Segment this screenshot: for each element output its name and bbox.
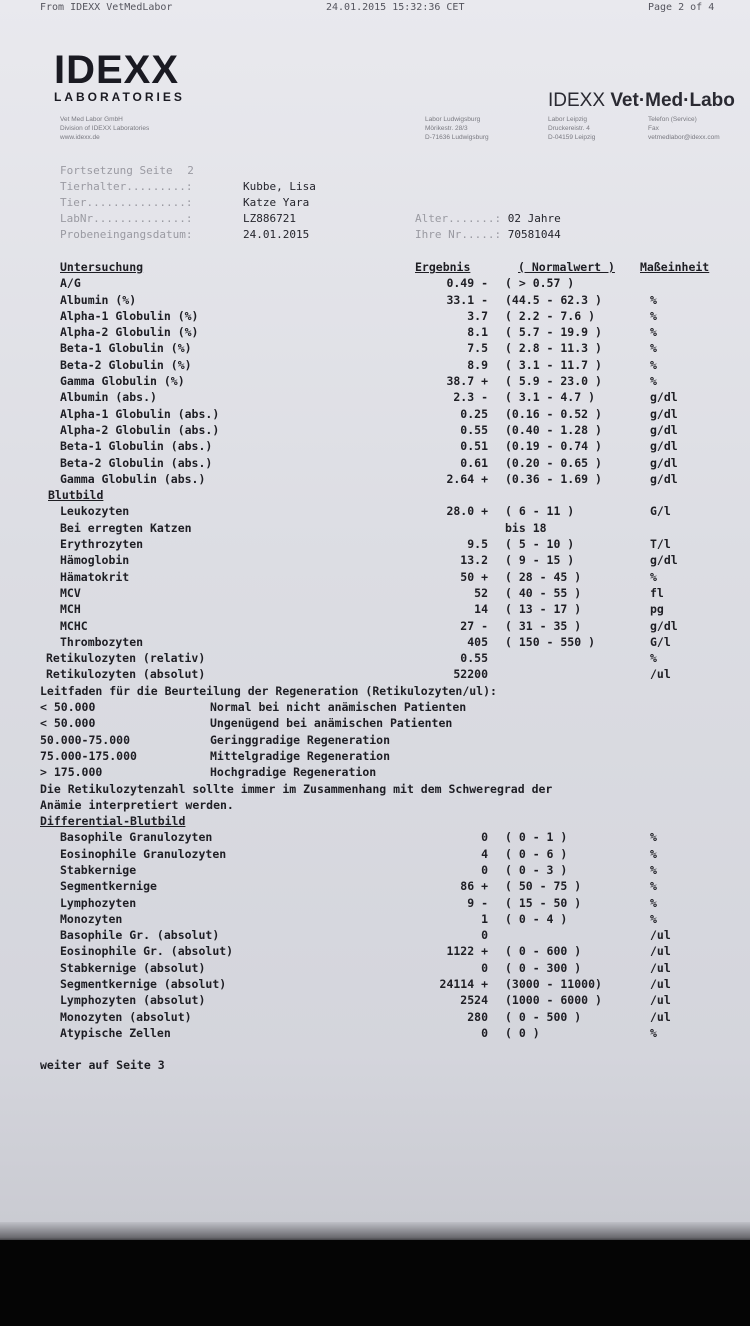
test-result: 0 [481, 960, 488, 975]
test-unit: % [650, 846, 657, 861]
test-name: Beta-2 Globulin (abs.) [60, 455, 213, 470]
guide-item [0, 699, 750, 715]
test-result: 86 + [460, 879, 488, 894]
result-row [0, 536, 750, 552]
guide-text: Hochgradige Regeneration [210, 765, 377, 780]
test-name: Stabkernige [60, 862, 137, 877]
logo-wordmark: IDEXX [54, 48, 180, 92]
test-result: 52200 [453, 667, 488, 682]
test-name: Eosinophile Gr. (absolut) [60, 944, 234, 959]
test-result: 8.1 [467, 325, 488, 340]
test-name: Stabkernige (absolut) [60, 960, 206, 975]
reference-range: (3000 - 11000) [505, 977, 602, 992]
diff-row [0, 960, 750, 976]
guide-item [0, 764, 750, 780]
results-header [0, 259, 750, 275]
test-result: 0.25 [460, 406, 488, 421]
reference-range: ( 3.1 - 4.7 ) [505, 390, 596, 405]
reference-range: ( 3.1 - 11.7 ) [505, 357, 602, 372]
test-name: Segmentkernige (absolut) [60, 977, 227, 992]
test-unit: % [650, 895, 657, 910]
test-name: Basophile Granulozyten [60, 830, 213, 845]
diff-rows [0, 829, 750, 1041]
test-result: 13.2 [460, 553, 488, 568]
test-unit: /ul [650, 667, 671, 682]
diff-row [0, 992, 750, 1008]
test-result: 8.9 [467, 357, 488, 372]
address-column-3: Telefon (Service) Fax vetmedlabor@idexx.com [648, 116, 720, 141]
test-result: 0.61 [460, 455, 488, 470]
brand-name: Vet·Med·Labo [610, 90, 735, 111]
animal-row: Tier...............: Katze Yara [60, 196, 310, 209]
reference-range: ( 50 - 75 ) [505, 879, 582, 894]
test-name: Alpha-1 Globulin (%) [60, 308, 199, 323]
test-result: 2524 [460, 993, 488, 1008]
page-edge [0, 1222, 750, 1240]
test-name: Monozyten [60, 911, 123, 926]
test-name: Lymphozyten (absolut) [60, 993, 206, 1008]
diff-row [0, 862, 750, 878]
reference-range: ( 0 - 4 ) [505, 911, 568, 926]
test-unit: g/dl [650, 406, 678, 421]
reference-range: ( 0 ) [505, 1025, 540, 1040]
result-row [0, 324, 750, 340]
age-row: Alter.......: 02 Jahre [415, 212, 561, 225]
test-name: Retikulozyten (absolut) [46, 667, 206, 682]
test-unit: g/dl [650, 390, 678, 405]
guide-item [0, 715, 750, 731]
result-row [0, 471, 750, 487]
continued-note: weiter auf Seite 3 [40, 1058, 165, 1072]
result-row [0, 552, 750, 568]
header-unit: Maßeinheit [640, 260, 710, 274]
result-row [0, 569, 750, 585]
idexx-logo [54, 48, 185, 104]
test-unit: g/dl [650, 455, 678, 470]
guide-range: < 50.000 [40, 700, 96, 715]
test-result: 9 - [467, 895, 488, 910]
reference-range: ( 9 - 15 ) [505, 553, 575, 568]
guide-text: Ungenügend bei anämischen Patienten [210, 716, 453, 731]
header-ref: ( Normalwert ) [518, 260, 615, 274]
test-unit: % [650, 911, 657, 926]
guide-title: Leitfaden für die Beurteilung der Regeneration (Retikulozyten/ul): [40, 683, 497, 698]
test-name: Lymphozyten [60, 895, 137, 910]
reference-range: ( 31 - 35 ) [505, 618, 582, 633]
test-name: Gamma Globulin (%) [60, 374, 185, 389]
reference-range: ( 2.8 - 11.3 ) [505, 341, 602, 356]
reference-range: (0.40 - 1.28 ) [505, 422, 602, 437]
test-name: Retikulozyten (relativ) [46, 651, 206, 666]
reference-range: ( 28 - 45 ) [505, 569, 582, 584]
guide-range: < 50.000 [40, 716, 96, 731]
test-unit: pg [650, 602, 664, 617]
result-row [0, 357, 750, 373]
test-unit: /ul [650, 993, 671, 1008]
your-number-value: 70581044 [507, 228, 561, 241]
test-name: Basophile Gr. (absolut) [60, 928, 220, 943]
test-unit: /ul [650, 977, 671, 992]
test-unit: /ul [650, 960, 671, 975]
reference-range: (1000 - 6000 ) [505, 993, 602, 1008]
guide-text: Normal bei nicht anämischen Patienten [210, 700, 467, 715]
reference-range: (0.36 - 1.69 ) [505, 471, 602, 486]
diff-row [0, 911, 750, 927]
guide-note-1: Die Retikulozytenzahl sollte immer im Zusammenhang mit dem Schweregrad der [40, 781, 553, 796]
header-result: Ergebnis [415, 260, 471, 274]
test-unit: T/l [650, 537, 671, 552]
reference-range: ( 0 - 6 ) [505, 846, 568, 861]
test-unit: G/l [650, 504, 671, 519]
your-number-row: Ihre Nr.....: 70581044 [415, 228, 561, 241]
test-unit: % [650, 374, 657, 389]
result-row [0, 650, 750, 666]
test-name: Segmentkernige [60, 879, 157, 894]
reference-range: ( 40 - 55 ) [505, 585, 582, 600]
guide-range: 75.000-175.000 [40, 748, 137, 763]
test-name: Leukozyten [60, 504, 130, 519]
test-unit: % [650, 862, 657, 877]
test-unit: fl [650, 585, 664, 600]
fax-from: From IDEXX VetMedLabor [40, 2, 173, 13]
vetmedlabor-brand [548, 90, 735, 112]
test-unit: /ul [650, 928, 671, 943]
reference-range: ( 0 - 600 ) [505, 944, 582, 959]
test-result: 405 [467, 634, 488, 649]
diff-row [0, 895, 750, 911]
result-row [0, 601, 750, 617]
test-result: 1 [481, 911, 488, 926]
reference-range: ( 150 - 550 ) [505, 634, 596, 649]
test-result: 52 [474, 585, 488, 600]
test-name: Monozyten (absolut) [60, 1009, 192, 1024]
test-unit: % [650, 308, 657, 323]
test-name: Albumin (%) [60, 292, 137, 307]
test-result: 0 [481, 862, 488, 877]
reference-range: ( 0 - 500 ) [505, 1009, 582, 1024]
reference-range: ( 0 - 1 ) [505, 830, 568, 845]
test-name: Bei erregten Katzen [60, 520, 192, 535]
test-name: Hämoglobin [60, 553, 130, 568]
diff-section-title: Differential-Blutbild [40, 814, 186, 829]
result-row [0, 308, 750, 324]
result-rows [0, 275, 750, 682]
guide-items [0, 699, 750, 780]
test-unit: g/dl [650, 618, 678, 633]
reference-range: ( 0 - 300 ) [505, 960, 582, 975]
fax-page: Page 2 of 4 [648, 2, 715, 13]
test-result: 0.51 [460, 439, 488, 454]
test-name: Alpha-2 Globulin (%) [60, 325, 199, 340]
address-column-2: Labor Leipzig Druckereistr. 4 D-04159 Leipzig [548, 116, 596, 141]
guide-range: 50.000-75.000 [40, 732, 131, 747]
section-title [0, 487, 750, 503]
result-row [0, 406, 750, 422]
owner-name: Kubbe, Lisa [243, 180, 316, 193]
brand-prefix: IDEXX [548, 90, 606, 111]
result-row [0, 503, 750, 519]
test-result: 38.7 + [446, 374, 488, 389]
test-result: 0.55 [460, 422, 488, 437]
labnr-row: LabNr..............: LZ886721 [60, 212, 296, 225]
test-name: Beta-2 Globulin (%) [60, 357, 192, 372]
test-unit: g/dl [650, 422, 678, 437]
guide-item [0, 732, 750, 748]
test-name: Beta-1 Globulin (abs.) [60, 439, 213, 454]
reference-range: (44.5 - 62.3 ) [505, 292, 602, 307]
reference-range: ( 5 - 10 ) [505, 537, 575, 552]
test-unit: /ul [650, 1009, 671, 1024]
test-name: MCHC [60, 618, 88, 633]
continuation-row: Fortsetzung Seite 2 [60, 164, 194, 177]
test-unit: g/dl [650, 553, 678, 568]
test-name: MCV [60, 585, 81, 600]
test-unit: % [650, 569, 657, 584]
test-result: 14 [474, 602, 488, 617]
result-row [0, 438, 750, 454]
test-unit: % [650, 651, 657, 666]
reference-range: (0.19 - 0.74 ) [505, 439, 602, 454]
test-result: 50 + [460, 569, 488, 584]
results-table [0, 259, 750, 1041]
header-test: Untersuchung [60, 260, 144, 274]
test-name: Atypische Zellen [60, 1025, 171, 1040]
test-result: 27 - [460, 618, 488, 633]
guide-note-2: Anämie interpretiert werden. [40, 797, 234, 812]
test-result: 4 [481, 846, 488, 861]
test-result: 33.1 - [446, 292, 488, 307]
lab-number: LZ886721 [243, 212, 296, 225]
test-result: 0 [481, 928, 488, 943]
diff-row [0, 927, 750, 943]
test-unit: % [650, 830, 657, 845]
reference-range: ( 5.9 - 23.0 ) [505, 374, 602, 389]
test-name: Alpha-1 Globulin (abs.) [60, 406, 220, 421]
test-name: Thrombozyten [60, 634, 144, 649]
test-name: A/G [60, 276, 81, 291]
result-row [0, 389, 750, 405]
result-row [0, 455, 750, 471]
test-result: 2.64 + [446, 471, 488, 486]
result-row [0, 422, 750, 438]
test-unit: % [650, 357, 657, 372]
result-row [0, 666, 750, 682]
guide-text: Mittelgradige Regeneration [210, 748, 391, 763]
test-unit: % [650, 341, 657, 356]
address-column-1: Labor Ludwigsburg Mörikestr. 28/3 D-71636 Ludwigsburg [425, 116, 489, 141]
animal-name: Katze Yara [243, 196, 310, 209]
reference-range: ( 15 - 50 ) [505, 895, 582, 910]
reference-range: (0.16 - 0.52 ) [505, 406, 602, 421]
result-row [0, 618, 750, 634]
reference-range: ( 6 - 11 ) [505, 504, 575, 519]
reference-range: ( > 0.57 ) [505, 276, 575, 291]
test-result: 0 [481, 830, 488, 845]
test-name: Erythrozyten [60, 537, 144, 552]
test-unit: % [650, 325, 657, 340]
test-name: MCH [60, 602, 81, 617]
test-unit: /ul [650, 944, 671, 959]
guide-item [0, 748, 750, 764]
diff-row [0, 943, 750, 959]
owner-row: Tierhalter.........: Kubbe, Lisa [60, 180, 316, 193]
result-row [0, 634, 750, 650]
test-unit: g/dl [650, 471, 678, 486]
test-unit: G/l [650, 634, 671, 649]
test-unit: % [650, 1025, 657, 1040]
test-name: Gamma Globulin (abs.) [60, 471, 206, 486]
result-row [0, 373, 750, 389]
result-row [0, 275, 750, 291]
test-result: 280 [467, 1009, 488, 1024]
result-row [0, 520, 750, 536]
test-result: 28.0 + [446, 504, 488, 519]
test-result: 0 [481, 1025, 488, 1040]
test-name: Albumin (abs.) [60, 390, 157, 405]
guide-text: Geringgradige Regeneration [210, 732, 391, 747]
reference-range: ( 2.2 - 7.6 ) [505, 308, 596, 323]
test-unit: % [650, 879, 657, 894]
patient-info [60, 163, 316, 243]
age-value: 02 Jahre [507, 212, 561, 225]
test-result: 3.7 [467, 308, 488, 323]
diff-row [0, 1025, 750, 1041]
fax-header [40, 2, 720, 18]
test-result: 0.49 - [446, 276, 488, 291]
test-result: 7.5 [467, 341, 488, 356]
test-result: 2.3 - [453, 390, 488, 405]
reference-range: ( 0 - 3 ) [505, 862, 568, 877]
test-result: 24114 + [439, 977, 488, 992]
diff-row [0, 1009, 750, 1025]
company-address: Vet Med Labor GmbH Division of IDEXX Laboratories www.idexx.de [60, 116, 150, 141]
test-unit: % [650, 292, 657, 307]
reference-range: bis 18 [505, 520, 547, 535]
result-row [0, 585, 750, 601]
diff-row [0, 976, 750, 992]
fax-datetime: 24.01.2015 15:32:36 CET [326, 2, 465, 13]
result-row [0, 292, 750, 308]
diff-row [0, 878, 750, 894]
test-unit: g/dl [650, 439, 678, 454]
receipt-date: 24.01.2015 [243, 228, 310, 241]
logo-subtitle: LABORATORIES [54, 90, 185, 104]
test-name: Eosinophile Granulozyten [60, 846, 227, 861]
test-name: Beta-1 Globulin (%) [60, 341, 192, 356]
diff-row [0, 846, 750, 862]
test-name: Hämatokrit [60, 569, 130, 584]
test-result: 9.5 [467, 537, 488, 552]
reference-range: ( 13 - 17 ) [505, 602, 582, 617]
section-label: Blutbild [48, 488, 104, 503]
reference-range: (0.20 - 0.65 ) [505, 455, 602, 470]
guide-range: > 175.000 [40, 765, 103, 780]
test-result: 0.55 [460, 651, 488, 666]
test-result: 1122 + [446, 944, 488, 959]
age-block [415, 211, 561, 243]
diff-row [0, 829, 750, 845]
date-row: Probeneingangsdatum: 24.01.2015 [60, 228, 310, 241]
result-row [0, 340, 750, 356]
test-name: Alpha-2 Globulin (abs.) [60, 422, 220, 437]
reference-range: ( 5.7 - 19.9 ) [505, 325, 602, 340]
